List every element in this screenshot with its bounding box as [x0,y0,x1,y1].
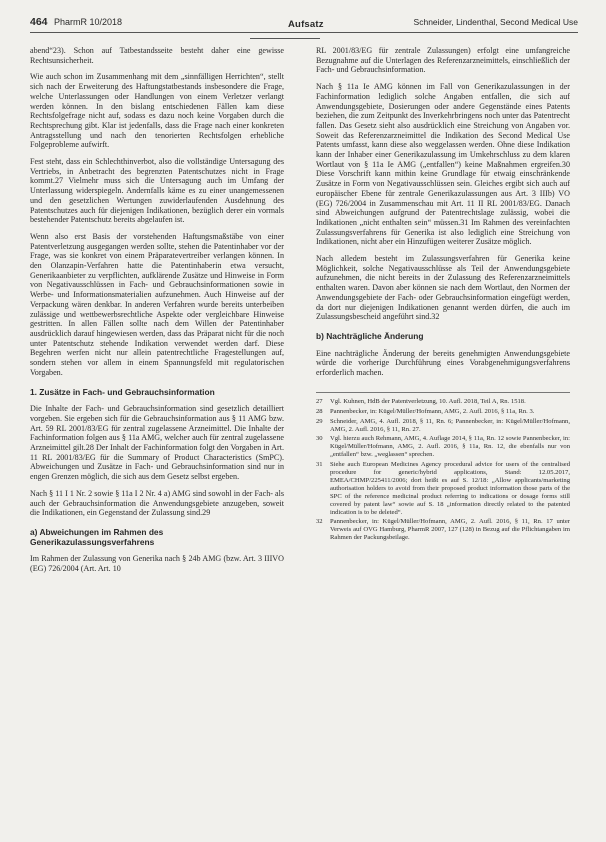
footnote-number: 28 [316,407,323,415]
left-column [30,46,284,581]
body-paragraph: Wie auch schon im Zusammenhang mit dem „sinnfälligen Herrichten“, stellt sich nach der Erweiterung des Haftungstatbestands insbesondere die Frage, welche Unterlassungen oder Handlungen von einem Verletzer verlangt werden können. In den bislang entschiedenen Fällen kam diese Rechtsfolgefrage nicht auf, sodass es dazu noch keine Vorgaben durch die Rechtsprechung gibt. Klar ist jedenfalls, dass die Frage nach einer konkreten Antragsstellung und nach den tenorierten Rechtsfolgen erhebliche Folgeprobleme aufwirft. [30,72,284,150]
footnote-text: Siehe auch European Medicines Agency procedural advice for users of the centralised procedure for generic/hybrid applications, Stand: 12.05.2017, EMEA/CHMP/225411/2006; dort heißt es auf S. 12/18: „Allow applicants/marketing authorisation holders to avoid from their proposed product information those parts of the SPC of the reference medicinal product referring to indications or dosage forms still covered by patent law“ sowie auf S. 18 „information directly related to the patented indication is to be deleted“. [330,461,570,516]
body-paragraph: Im Rahmen der Zulassung von Generika nach § 24b AMG (bzw. Art. 3 IIIVO (EG) 726/2004 (Art. Art. 10 [30,554,284,574]
footnote-number: 29 [316,417,323,425]
footnote [316,435,570,459]
footnote [316,398,570,406]
footnote-text: Pannenbecker, in: Kügel/Müller/Hofmann, AMG, 2. Aufl. 2016, § 11a, Rn. 3. [330,407,535,415]
subheading: 1. Zusätze in Fach- und Gebrauchsinformation [30,386,215,397]
body-paragraph: Eine nachträgliche Änderung der bereits genehmigten Anwendungsgebiete würde die vorherige Durchführung eines Vorabgenehmigungsverfahrens erforderlich machen. [316,348,570,378]
page-number: 464 [30,16,48,28]
footnote-number: 30 [316,435,323,443]
footnote-text: Pannenbecker, in: Kügel/Müller/Hofmann, AMG, 2. Aufl. 2016, § 11, Rn. 17 unter Verweis auf OVG Hamburg, PharmR 2007, 127 (128) in Bezug auf die Pflichtangaben im Rahmen der Packungsbeilage. [330,518,570,542]
body-paragraph: Wenn also erst Basis der vorstehenden Haftungsmaßstäbe von einer Patentverletzung ausgegangen werden sollte, stehen die Patentinhaber vor der Frage, was sie konkret von einem Präparatevertreiber verlangen können. In den Olanzapin-Verfahren hatte die Patentinhaberin etwa versucht, Generikaanbieter zu verpflichten, aufklärende Zusätze und Hinweise in Form von Negativausschlüssen in Fach- und Gebrauchsinformationen sowie in Werbe- und Informationsmaterialien aufzunehmen. Auch Hinweise auf der Verpackung wären denkbar. In anderen Verfahren wurde bereits unterbeiben zulässige und wettbewerbsrechtliche Aspekte oder vergleichbare Hinweise gestritten. In allen Fällen sollte nach dem Willen der Patentinhaber ausdrücklich darauf hingewiesen werden, dass das Präparat nicht für die noch unter Patentschutz stehende Indikation verwendet werden darf. Diese Begehren werfen nicht nur allein patentrechtliche Fragestellungen auf, sondern stehen vor allem in einem Spannungsfeld mit regulatorischen Vorgaben. [30,231,284,377]
body-paragraph: Die Inhalte der Fach- und Gebrauchsinformation sind gesetzlich detailliert vorgeben. Sie ergeben sich für die Gebrauchsinformation aus § 11 AMG bzw. Art. 59 RL 2001/83/EG für zentral zugelassene Arzneimittel. Die Inhalte der Fachinformation folgen aus § 11a AMG, welcher auch für zentral zugelassene Arzneimittel gilt.28 Der Inhalt der Fachinformation folgt den Vorgaben in Art. 11 RL 2001/83/EG für die Summary of Product Characteristics (SmPC). Abweichungen und Zusätze in Fach- und Gebrauchsinformation sind nur in engen Grenzen möglich, die sich aus dem Gesetz selbst ergeben. [30,404,284,482]
body-paragraph: Fest steht, dass ein Schlechthinverbot, also die vollständige Untersagung des Vertriebs, in Anbetracht des begrenzten Patentschutzes nicht in Frage kommt.27 Vielmehr muss sich die Untersagung auch im Umfang der Unterlassung widerspiegeln. Andernfalls käme es zu einer unangemessenen und den gesetzlichen Wertungen zuwiderlaufenden Ausdehnung des Patentschutzes auch für diejenigen Indikationen, bezüglich derer ein vormals bestehender Patentschutz bereits abgelaufen ist. [30,157,284,225]
footnote [316,461,570,516]
running-title: Schneider, Lindenthal, Second Medical Use [413,17,578,27]
footnote-number: 32 [316,518,323,526]
section-label-box [250,30,320,39]
footnote [316,408,570,416]
footnote-text: Schneider, AMG, 4. Aufl. 2018, § 11, Rn. 6; Pannenbecker, in: Kügel/Müller/Hofmann, AMG, 2. Aufl. 2016, § 11, Rn. 27. [330,417,570,433]
footnote [316,518,570,542]
body-paragraph: RL 2001/83/EG für zentrale Zulassungen) erfolgt eine umfangreiche Bezugnahme auf die Unterlagen des Referenzarzneimittels, einschließlich der Fach- und Gebrauchsinformation. [316,46,570,75]
body-paragraph: Nach § 11 I 1 Nr. 2 sowie § 11a I 2 Nr. 4 a) AMG sind sowohl in der Fach- als auch der Gebrauchsinformation die Anwendungsgebiete anzugeben, soweit die Indikationen, ein Gegenstand der Zulassung sind.29 [30,488,284,518]
footnotes [316,392,570,542]
journal-citation: PharmR 10/2018 [54,17,123,27]
subheading: a) Abweichungen im Rahmen des Generikazulassungsverfahrens [30,526,164,547]
right-column [316,46,570,544]
body-paragraph: Nach alledem besteht im Zulassungsverfahren für Generika keine Möglichkeit, solche Negativausschlüsse als Teil der Anwendungsgebiete aufzunehmen, die nicht bereits in der Zulassung des Referenzarzneimittels enthalten waren. Davon aber können sie nach dem Wortlaut, den Normen der Anwendungsgebiete der Fach- oder Gebrauchsinformation eingefügt werden, da dort nur diejenigen Indikationen genannt werden dürfen, die auch im Zulassungsbescheid angeführt sind.32 [316,254,570,322]
footnote-number: 27 [316,397,323,405]
body-paragraph: abend“23). Schon auf Tatbestandsseite besteht daher eine gewisse Rechtsunsicherheit. [30,46,284,65]
footnote-text: Vgl. Kuhnen, HdB der Patentverletzung, 10. Aufl. 2018, Teil A, Rn. 1518. [330,397,526,405]
footnote-text: Vgl. hierzu auch Rehmann, AMG, 4. Auflage 2014, § 11a, Rn. 12 sowie Pannenbecker, in: Kügel/Müller/Hofmann, AMG, 2. Aufl. 2016, § 11a, Rn. 12, die ebenfalls nur von „entfallen“ bzw. „weglassen“ sprechen. [330,435,570,459]
subheading: b) Nachträgliche Änderung [316,330,424,341]
footnote-number: 31 [316,461,323,469]
footnote [316,418,570,434]
section-label: Aufsatz [288,19,324,30]
body-paragraph: Nach § 11a Ie AMG können im Fall von Generikazulassungen in der Fachinformation lediglich solche Angaben entfallen, die sich auf Anwendungsgebiete, Dosierungen oder andere Gegenstände eines Patents beziehen, die zum Zeitpunkt des Inverkehrbringens noch unter das Patentrecht fallen. Das Gesetz sieht also ausdrücklich eine Streichung von Angaben vor. Soweit das Referenzarzneimittel die Indikation des Second Medical Use Patents umfasst, kann diese also weggelassen werden. Ohne diese Indikation kann der Inhaber einer Generikazulassung im Umkehrschluss zu dem klaren Wortlaut von § 11a Ie AMG („entfallen“) keine Maßnahmen ergreifen.30 Diese Vorschrift kann mithin keine Grundlage für etwaig einschränkende Zusätze in Form von Negativausschlüssen sein. Gleiches ergibt sich auch auf europäischer Ebene für zentrale Generikazulassungen aus Art. 3 IIIb) VO (EG) 726/2004 in Zusammenschau mit Art. 11 II RL 2001/83/EG. Danach sind Abweichungen aufgrund der Patentrechtslage zulässig, wobei die Indikationen „nicht enthalten sein“ müssen.31 Im Rahmen des vereinfachten Zulassungsverfahrens für Generika ist also lediglich eine Streichung von Indikationen, nicht aber ein Hinzufügen weiterer Zusätze möglich. [316,82,570,247]
